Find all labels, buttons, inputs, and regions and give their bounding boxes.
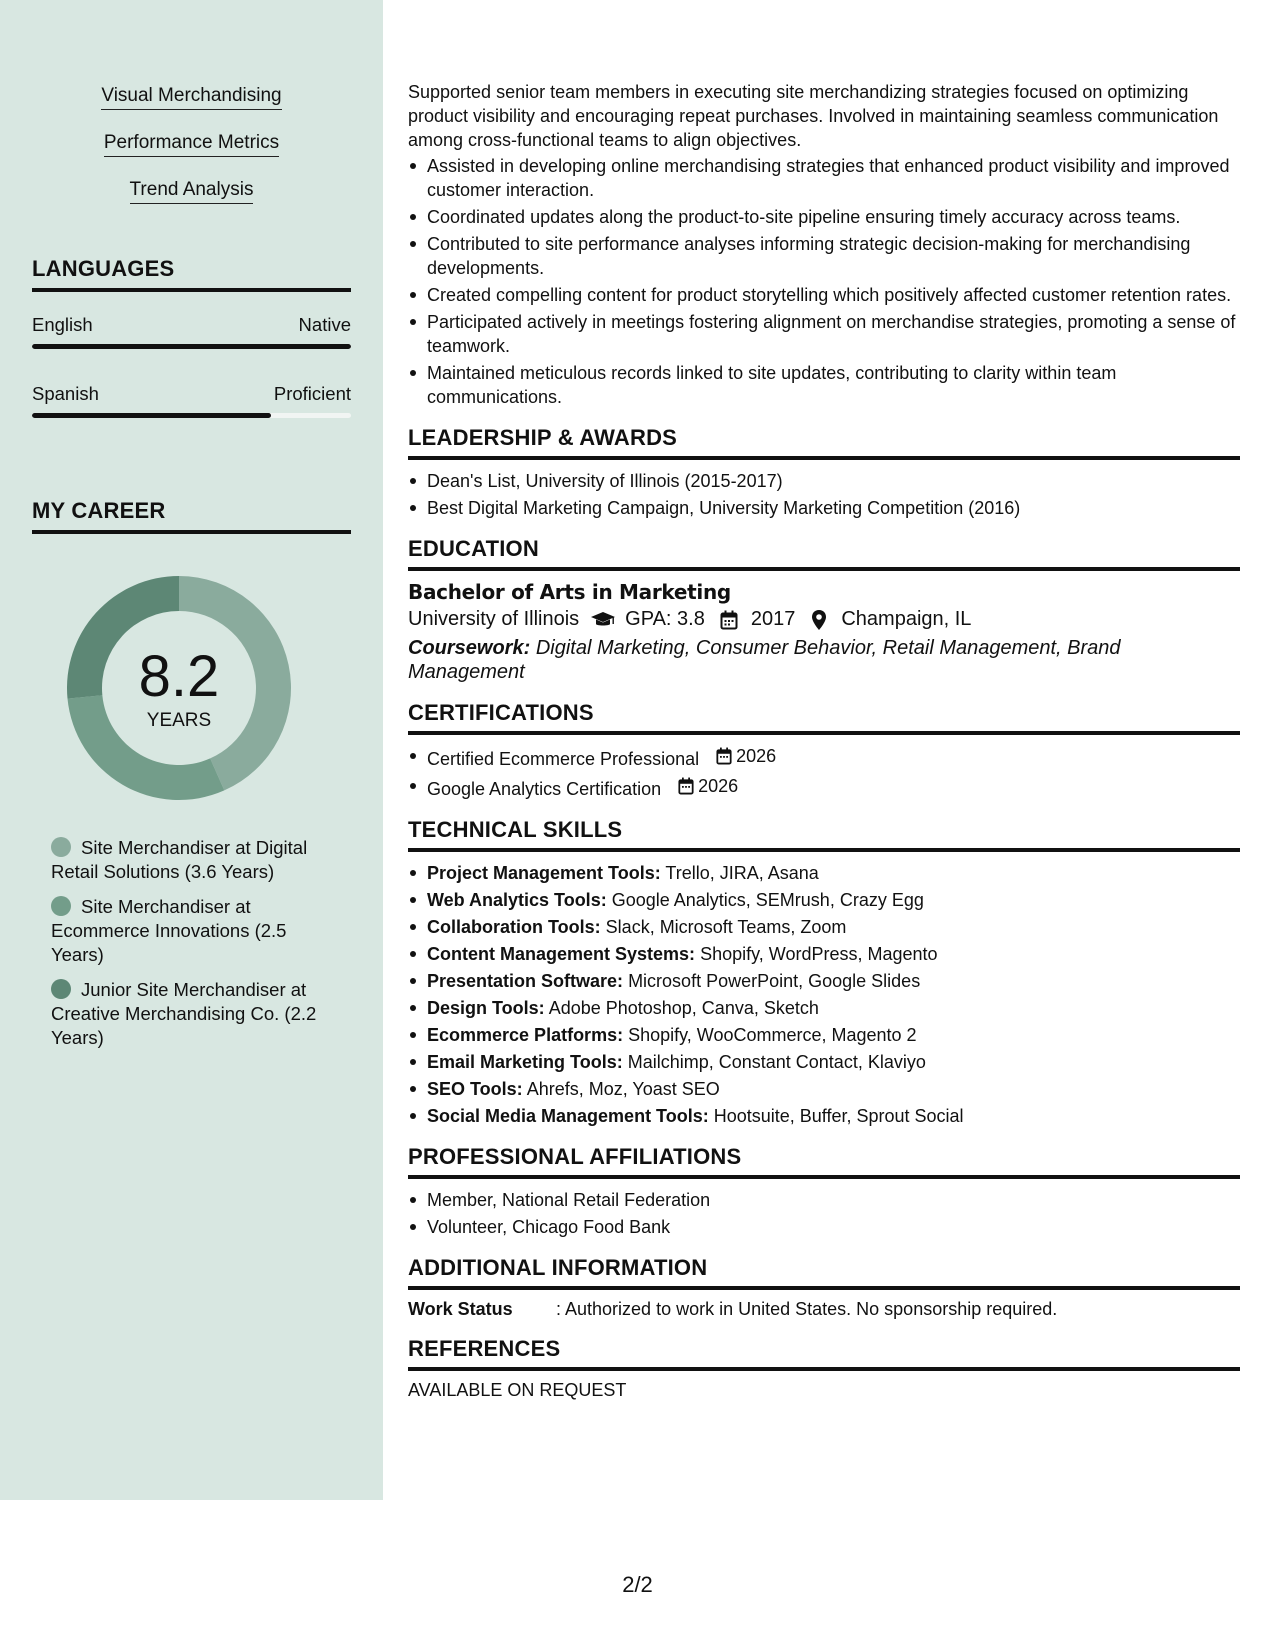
education-degree: Bachelor of Arts in Marketing xyxy=(408,580,731,604)
leadership-heading: LEADERSHIP & AWARDS xyxy=(408,425,1240,460)
skill-values: Ahrefs, Moz, Yoast SEO xyxy=(526,1079,720,1099)
certifications-list xyxy=(408,744,1240,801)
certification-year: 2026 xyxy=(698,776,739,796)
technical-skill-item xyxy=(408,1023,1240,1047)
career-heading: MY CAREER xyxy=(32,498,351,534)
certification-year: 2026 xyxy=(736,746,777,766)
technical-skill-item xyxy=(408,915,1240,939)
technical-skill-item xyxy=(408,888,1240,912)
skill-values: Shopify, WooCommerce, Magento 2 xyxy=(628,1025,917,1045)
leadership-item: Best Digital Marketing Campaign, University Marketing Competition (2016) xyxy=(408,496,1240,520)
experience-bullet: Contributed to site performance analyses informing strategic decision-making for merchandising developments. xyxy=(408,232,1240,280)
languages-heading: LANGUAGES xyxy=(32,256,351,292)
skill-category: SEO Tools: xyxy=(427,1079,523,1099)
career-legend-text: Site Merchandiser at Ecommerce Innovations (2.5 Years) xyxy=(51,896,287,965)
affiliation-item: Member, National Retail Federation xyxy=(408,1188,1240,1212)
calendar-icon xyxy=(678,777,694,795)
affiliation-item: Volunteer, Chicago Food Bank xyxy=(408,1215,1240,1239)
legend-dot-icon xyxy=(51,979,71,999)
page-number: 2/2 xyxy=(622,1572,653,1597)
career-legend-item xyxy=(51,978,341,1050)
career-legend-text: Site Merchandiser at Digital Retail Solutions (3.6 Years) xyxy=(51,837,308,882)
skill-values: Slack, Microsoft Teams, Zoom xyxy=(605,917,847,937)
certification-item xyxy=(408,744,1240,771)
experience-bullet: Created compelling content for product storytelling which positively affected customer retention rates. xyxy=(408,283,1240,307)
language-level: Native xyxy=(298,314,351,335)
skill-category: Content Management Systems: xyxy=(427,944,696,964)
skill-values: Mailchimp, Constant Contact, Klaviyo xyxy=(627,1052,926,1072)
certification-date xyxy=(716,744,776,768)
skill-category: Design Tools: xyxy=(427,998,545,1018)
technical-skill-item xyxy=(408,969,1240,993)
skill-values: Shopify, WordPress, Magento xyxy=(700,944,938,964)
technical-skill-item xyxy=(408,942,1240,966)
legend-dot-icon xyxy=(51,837,71,857)
location-pin-icon xyxy=(805,609,833,631)
career-legend-item xyxy=(51,895,341,967)
references-heading: REFERENCES xyxy=(408,1336,1240,1371)
certification-name: Certified Ecommerce Professional xyxy=(427,749,700,769)
skill-tag: Performance Metrics xyxy=(104,132,279,157)
coursework-label: Coursework: xyxy=(408,637,531,659)
career-legend-text: Junior Site Merchandiser at Creative Merchandising Co. (2.2 Years) xyxy=(51,979,317,1048)
experience-bullet: Maintained meticulous records linked to site updates, contributing to clarity within team communications. xyxy=(408,361,1240,409)
calendar-icon xyxy=(715,609,743,631)
skill-values: Microsoft PowerPoint, Google Slides xyxy=(628,971,921,991)
skill-tags xyxy=(0,85,383,226)
legend-dot-icon xyxy=(51,896,71,916)
skill-values: Trello, JIRA, Asana xyxy=(665,863,819,883)
skill-category: Presentation Software: xyxy=(427,971,624,991)
experience-bullet: Coordinated updates along the product-to-site pipeline ensuring timely accuracy across teams. xyxy=(408,205,1240,229)
education-year: 2017 xyxy=(750,608,796,630)
language-proficiency-fill xyxy=(32,344,351,349)
language-name: English xyxy=(32,314,93,335)
education-location: Champaign, IL xyxy=(841,608,972,630)
language-name: Spanish xyxy=(32,383,99,404)
skill-tag: Trend Analysis xyxy=(130,179,254,204)
coursework-list: Digital Marketing, Consumer Behavior, Retail Management, Brand Management xyxy=(408,637,1121,683)
experience-bullet: Assisted in developing online merchandising strategies that enhanced product visibility and improved customer interaction. xyxy=(408,154,1240,202)
technical-skill-item xyxy=(408,1050,1240,1074)
experience-summary: Supported senior team members in executing site merchandizing strategies focused on optimizing product visibility and encouraging repeat purchases. Involved in maintaining seamless communication among cross-functional teams to align objectives. xyxy=(408,82,1219,150)
skill-tag: Visual Merchandising xyxy=(101,85,281,110)
education-meta xyxy=(408,608,1240,631)
graduation-cap-icon xyxy=(589,609,617,631)
technical-skills-heading: TECHNICAL SKILLS xyxy=(408,817,1240,852)
certifications-heading: CERTIFICATIONS xyxy=(408,700,1240,735)
language-proficiency-bar xyxy=(32,344,351,349)
technical-skill-item xyxy=(408,996,1240,1020)
work-status-row xyxy=(408,1299,1240,1320)
leadership-list xyxy=(408,469,1240,520)
career-legend xyxy=(51,836,341,1061)
experience-bullet: Participated actively in meetings fostering alignment on merchandise strategies, promoting a sense of teamwork. xyxy=(408,310,1240,358)
calendar-icon xyxy=(716,747,732,765)
education-heading: EDUCATION xyxy=(408,536,1240,571)
technical-skill-item xyxy=(408,1077,1240,1101)
technical-skill-item xyxy=(408,861,1240,885)
certification-item xyxy=(408,774,1240,801)
certification-date xyxy=(678,774,738,798)
skill-category: Project Management Tools: xyxy=(427,863,661,883)
career-legend-item xyxy=(51,836,341,884)
language-proficiency-bar xyxy=(32,413,351,418)
additional-info-heading: ADDITIONAL INFORMATION xyxy=(408,1255,1240,1290)
experience-bullets xyxy=(408,154,1240,409)
leadership-item: Dean's List, University of Illinois (2015-2017) xyxy=(408,469,1240,493)
career-total-years: 8.2 xyxy=(138,644,220,709)
references-text: AVAILABLE ON REQUEST xyxy=(408,1380,627,1400)
technical-skills-list xyxy=(408,861,1240,1128)
affiliations-heading: PROFESSIONAL AFFILIATIONS xyxy=(408,1144,1240,1179)
skill-category: Web Analytics Tools: xyxy=(427,890,607,910)
language-level: Proficient xyxy=(273,383,351,404)
skill-values: Adobe Photoshop, Canva, Sketch xyxy=(548,998,819,1018)
main-content xyxy=(408,80,1240,1401)
education-coursework xyxy=(408,636,1240,684)
work-status-value: : Authorized to work in United States. No sponsorship required. xyxy=(556,1299,1058,1319)
skill-category: Email Marketing Tools: xyxy=(427,1052,623,1072)
career-total-unit: YEARS xyxy=(146,710,212,731)
language-proficiency-fill xyxy=(32,413,271,418)
technical-skill-item xyxy=(408,1104,1240,1128)
language-row xyxy=(32,314,351,336)
language-row xyxy=(32,383,351,405)
sidebar xyxy=(0,0,383,1500)
education-gpa: GPA: 3.8 xyxy=(625,608,705,630)
affiliations-list xyxy=(408,1188,1240,1239)
work-status-label: Work Status xyxy=(408,1299,513,1319)
skill-category: Ecommerce Platforms: xyxy=(427,1025,624,1045)
skill-values: Hootsuite, Buffer, Sprout Social xyxy=(713,1106,964,1126)
certification-name: Google Analytics Certification xyxy=(427,779,662,799)
skill-category: Social Media Management Tools: xyxy=(427,1106,709,1126)
skill-values: Google Analytics, SEMrush, Crazy Egg xyxy=(611,890,924,910)
skill-category: Collaboration Tools: xyxy=(427,917,601,937)
education-school: University of Illinois xyxy=(408,608,580,630)
